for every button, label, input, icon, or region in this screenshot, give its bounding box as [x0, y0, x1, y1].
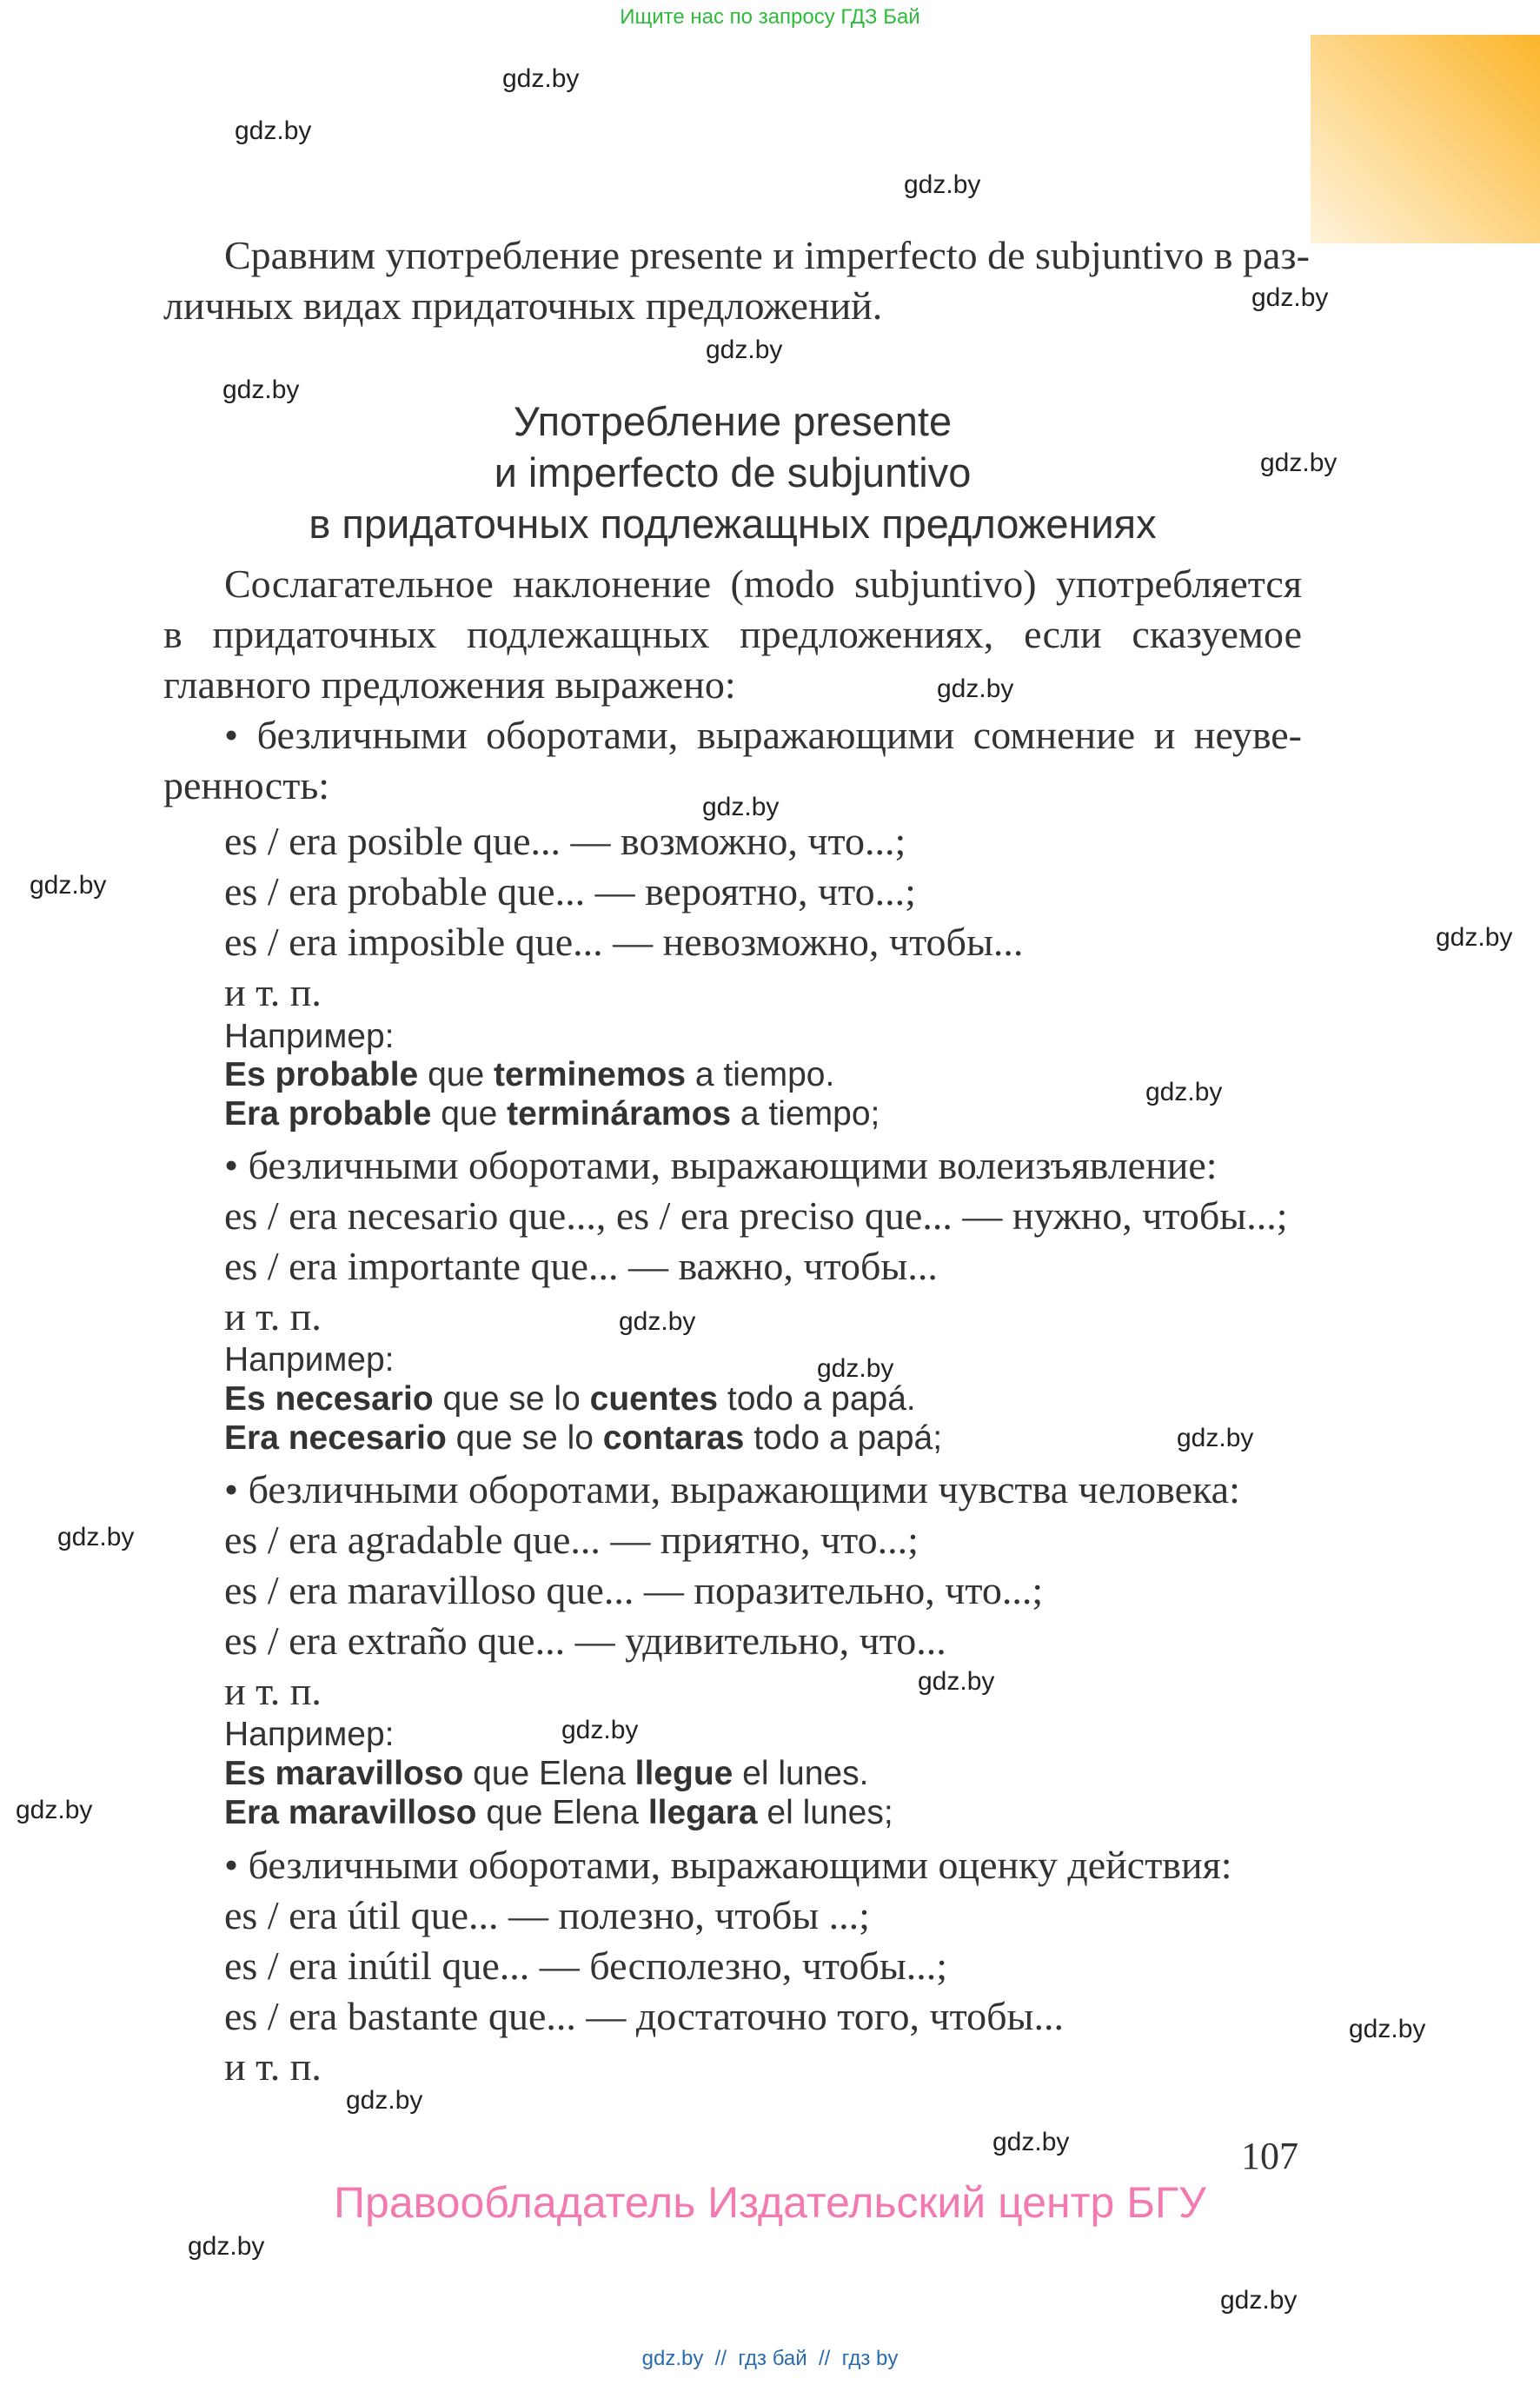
watermark: gdz.by [904, 170, 981, 199]
section-heading-line-3: в придаточных подлежащных предложениях [309, 501, 1157, 547]
list-item: es / era bastante que... — достаточно того, чтобы... [224, 1994, 1064, 2038]
watermark: gdz.by [346, 2086, 423, 2115]
example-bold: contaras [602, 1419, 745, 1457]
example-bold: Es necesario [224, 1380, 434, 1418]
para1-line-1: Сослагательное наклонение (modo subjuntivo) употребляется [224, 561, 1302, 606]
example-bold: termináramos [507, 1095, 732, 1133]
section-heading-line-1: Употребление presente [513, 398, 953, 444]
example-sentence [224, 1418, 942, 1458]
copyright-notice: Правообладатель Издательский центр БГУ [334, 2178, 1206, 2227]
bullet-feelings: • безличными оборотами, выражающими чувства человека: [224, 1467, 1240, 1511]
para1-line-3: главного предложения выражено: [163, 662, 736, 707]
bullet-doubt: • безличными оборотами, выражающими сомнение и неуве- [224, 713, 1302, 757]
watermark: gdz.by [1436, 923, 1513, 952]
example-text: que [418, 1056, 494, 1093]
list-item: es / era posible que... — возможно, что...; [224, 819, 906, 863]
section-heading-line-2: и imperfecto de subjuntivo [494, 449, 972, 495]
example-text: el lunes; [757, 1794, 893, 1831]
etc-text: и т. п. [224, 2044, 322, 2089]
para1-line-2: в придаточных подлежащных предложениях, если сказуемое [163, 612, 1302, 656]
example-sentence [224, 1094, 880, 1134]
list-item: es / era necesario que..., es / era preciso que... — нужно, чтобы...; [224, 1193, 1288, 1238]
corner-accent [1311, 35, 1540, 243]
example-sentence [224, 1793, 893, 1833]
watermark: gdz.by [1349, 2015, 1426, 2043]
page-number: 107 [1241, 2135, 1298, 2177]
bullet-will: • безличными оборотами, выражающими волеизъявление: [224, 1143, 1218, 1187]
list-item: es / era probable que... — вероятно, что...; [224, 869, 916, 913]
list-item: es / era imposible que... — невозможно, чтобы... [224, 920, 1024, 964]
etc-text: и т. п. [224, 1669, 322, 1713]
bullet-doubt-cont: ренность: [163, 763, 330, 807]
example-bold: Es probable [224, 1056, 419, 1093]
watermark: gdz.by [992, 2128, 1070, 2156]
example-text: que [431, 1095, 508, 1133]
list-item: es / era útil que... — полезно, чтобы ...; [224, 1893, 870, 1937]
bullet-evaluation: • безличными оборотами, выражающими оценку действия: [224, 1843, 1232, 1887]
intro-line-2: личных видах придаточных предложений. [163, 283, 883, 328]
intro-line-1: Сравним употребление presente и imperfecto de subjuntivo в раз- [224, 233, 1310, 277]
watermark: gdz.by [16, 1796, 93, 1824]
example-label: Например: [224, 1018, 395, 1055]
list-item: es / era maravilloso que... — поразительно, что...; [224, 1568, 1044, 1612]
watermark: gdz.by [918, 1667, 995, 1696]
watermark: gdz.by [817, 1354, 894, 1383]
watermark: gdz.by [706, 335, 783, 364]
example-sentence [224, 1379, 916, 1419]
list-item: es / era inútil que... — бесполезно, чтобы...; [224, 1943, 948, 1988]
watermark: gdz.by [1145, 1078, 1223, 1106]
list-item: es / era extraño que... — удивительно, что... [224, 1618, 946, 1663]
example-label: Например: [224, 1341, 395, 1379]
watermark: gdz.by [1251, 283, 1329, 312]
watermark: gdz.by [502, 64, 580, 93]
watermark: gdz.by [561, 1716, 639, 1744]
example-text: todo a papá; [744, 1419, 943, 1457]
top-banner[interactable]: Ищите нас по запросу ГДЗ Бай [620, 5, 920, 29]
example-bold: llegara [647, 1794, 758, 1831]
example-text: a tiempo. [686, 1056, 835, 1093]
example-bold: Era maravilloso [224, 1794, 477, 1831]
list-item: es / era importante que... — важно, чтобы... [224, 1244, 938, 1288]
example-bold: llegue [634, 1755, 733, 1792]
watermark: gdz.by [702, 793, 780, 821]
watermark: gdz.by [57, 1523, 135, 1551]
watermark: gdz.by [188, 2232, 265, 2261]
watermark: gdz.by [1220, 2286, 1298, 2315]
example-sentence [224, 1754, 868, 1794]
watermark: gdz.by [1260, 448, 1338, 477]
list-item: es / era agradable que... — приятно, что...; [224, 1518, 919, 1562]
etc-text: и т. п. [224, 1294, 322, 1339]
example-text: todo a papá. [718, 1380, 916, 1418]
example-text: que se lo [446, 1419, 603, 1457]
example-bold: Era probable [224, 1095, 432, 1133]
watermark: gdz.by [619, 1307, 696, 1336]
example-bold: Era necesario [224, 1419, 447, 1457]
watermark: gdz.by [222, 375, 300, 404]
example-text: a tiempo; [731, 1095, 880, 1133]
example-text: el lunes. [733, 1755, 869, 1792]
watermark: gdz.by [1177, 1424, 1254, 1452]
example-bold: Es maravilloso [224, 1755, 464, 1792]
example-label: Например: [224, 1716, 395, 1753]
example-text: que Elena [463, 1755, 635, 1792]
bottom-links[interactable]: gdz.by // гдз бай // гдз by [641, 2347, 899, 2370]
watermark: gdz.by [30, 871, 107, 900]
example-text: que se lo [433, 1380, 590, 1418]
example-text: que Elena [476, 1794, 648, 1831]
example-bold: terminemos [493, 1056, 687, 1093]
watermark: gdz.by [937, 674, 1014, 703]
example-bold: cuentes [589, 1380, 719, 1418]
etc-text: и т. п. [224, 970, 322, 1014]
example-sentence [224, 1055, 834, 1095]
watermark: gdz.by [235, 116, 312, 145]
